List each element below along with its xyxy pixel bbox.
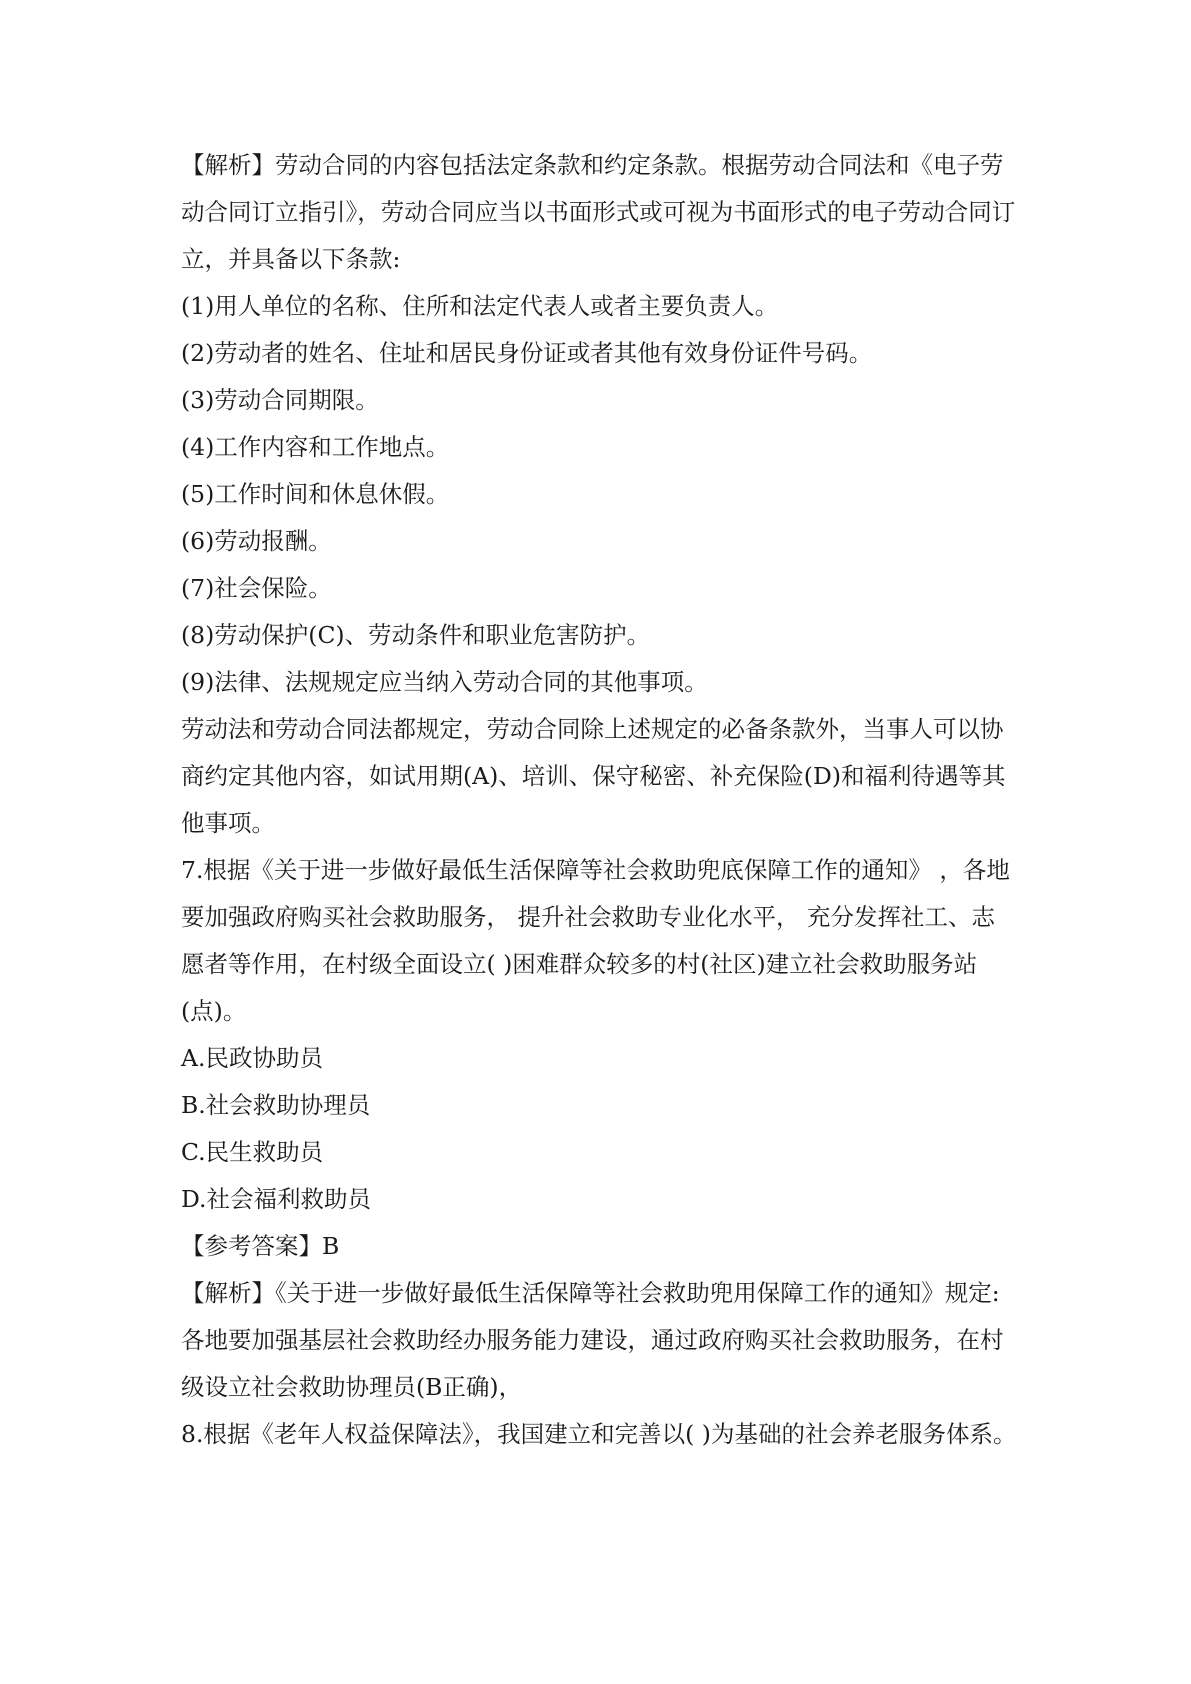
clause-item-5: (5)工作时间和休息休假。 <box>181 480 450 508</box>
clause-item-7: (7)社会保险。 <box>181 574 332 602</box>
option-c: C.民生救助员 <box>181 1138 324 1166</box>
reference-answer: 【参考答案】B <box>181 1232 340 1260</box>
question-8: 8.根据《老年人权益保障法》，我国建立和完善以( )为基础的社会养老服务体系。 <box>181 1420 1017 1448</box>
analysis-paragraph: 【解析】劳动合同的内容包括法定条款和约定条款。根据劳动合同法和《电子劳动合同订立指引》，劳动合同应当以书面形式或可视为书面形式的电子劳动合同订立，并具备以下条款: <box>181 151 1016 273</box>
clause-item-3: (3)劳动合同期限。 <box>181 386 379 414</box>
supplementary-paragraph: 劳动法和劳动合同法都规定，劳动合同除上述规定的必备条款外，当事人可以协商约定其他内容，如试用期(A)、培训、保守秘密、补充保险(D)和福利待遇等其他事项。 <box>181 715 1006 837</box>
option-a: A.民政协助员 <box>181 1044 323 1072</box>
clause-item-6: (6)劳动报酬。 <box>181 527 332 555</box>
clause-item-2: (2)劳动者的姓名、住址和居民身份证或者其他有效身份证件号码。 <box>181 339 873 367</box>
option-d: D.社会福利救助员 <box>181 1185 371 1213</box>
question-7: 7.根据《关于进一步做好最低生活保障等社会救助兜底保障工作的通知》 ，各地要加强政府购买社会救助服务， 提升社会救助专业化水平， 充分发挥社工、志愿者等作用，在村级全面设立( )困难群众较多的村(社区)建立社会救助服务站(点)。 <box>181 856 1010 1025</box>
clause-item-9: (9)法律、法规规定应当纳入劳动合同的其他事项。 <box>181 668 708 696</box>
clause-item-1: (1)用人单位的名称、住所和法定代表人或者主要负责人。 <box>181 292 779 320</box>
document-page <box>181 142 1017 1458</box>
answer-analysis: 【解析】《关于进一步做好最低生活保障等社会救助兜用保障工作的通知》规定:各地要加强基层社会救助经办服务能力建设，通过政府购买社会救助服务，在村级设立社会救助协理员(B正确)， <box>181 1279 1004 1401</box>
clause-item-8: (8)劳动保护(C)、劳动条件和职业危害防护。 <box>181 621 651 649</box>
option-b: B.社会救助协理员 <box>181 1091 371 1119</box>
clause-item-4: (4)工作内容和工作地点。 <box>181 433 450 461</box>
